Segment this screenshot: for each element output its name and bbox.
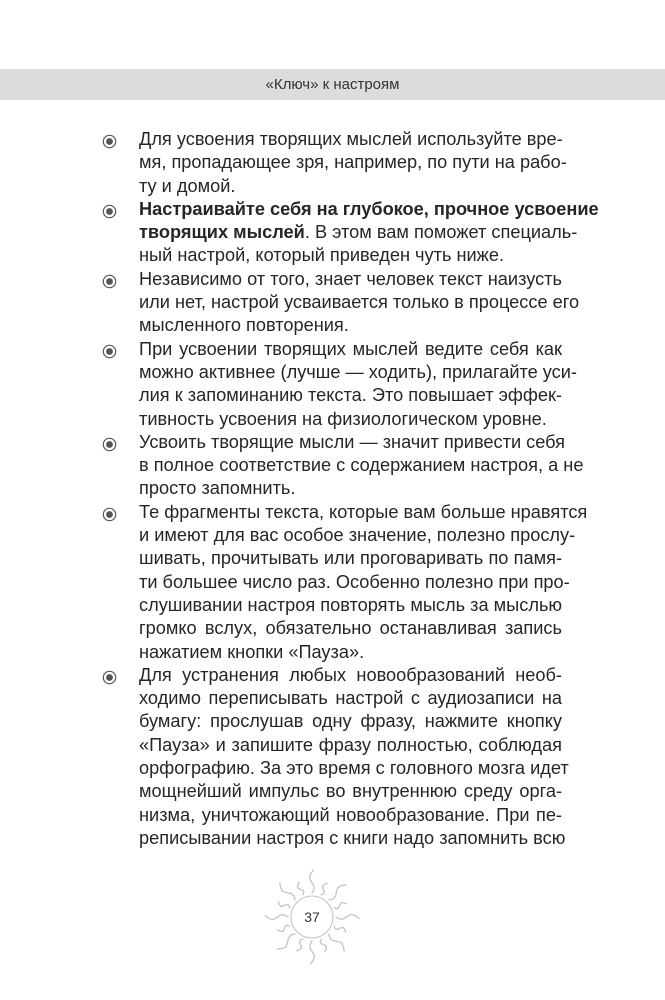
text-line: или нет, настрой усваивается только в процессе его [139, 292, 580, 313]
text-line: Для усвоения творящих мыслей используйте вре- [139, 129, 563, 149]
bullet-item [102, 128, 567, 198]
bullet-item [102, 501, 588, 664]
bullet-item [102, 664, 569, 850]
bold-phrase: творящих мыслей [139, 222, 305, 243]
text-line-bold: Настраивайте себя на глубокое, прочное усвоение [139, 198, 599, 219]
page-number: 37 [304, 909, 320, 925]
page-footer [262, 867, 362, 967]
text-line: можно активнее (лучше — ходить), прилагайте уси- [139, 361, 577, 382]
text-line: слушивании настроя повторять мысль за мыслью [139, 594, 563, 615]
bullet-item [102, 268, 580, 338]
bullet-item [102, 431, 584, 501]
text-line: При усвоении творящих мыслей ведите себя как [139, 338, 562, 359]
running-header-band [0, 69, 665, 100]
circle-bullet-icon [102, 507, 117, 522]
text-line: громко вслух, обязательно останавливая запись [139, 618, 562, 639]
circle-bullet-icon [102, 204, 117, 219]
text-line: мощнейший импульс во внутреннюю среду орга- [139, 781, 562, 802]
text-line: ту и домой. [139, 175, 236, 196]
text-line: и имеют для вас особое значение, полезно прослу- [139, 525, 576, 546]
circle-bullet-icon [102, 274, 117, 289]
bullet-item [102, 198, 599, 268]
text-line: Те фрагменты текста, которые вам больше нравятся [139, 501, 588, 522]
circle-bullet-icon [102, 670, 117, 685]
text-line: шивать, прочитывать или проговаривать по памя- [139, 548, 562, 569]
text-line: ный настрой, который приведен чуть ниже. [139, 245, 505, 266]
text-line: в полное соответствие с содержанием настроя, а не [139, 455, 584, 476]
text-line: бумагу: прослушав одну фразу, нажмите кнопку [139, 711, 562, 732]
text-line-mixed [139, 221, 578, 244]
text-line: просто запомнить. [139, 478, 296, 499]
text-line: лия к запоминанию текста. Это повышает эффек- [139, 385, 562, 406]
text-line: ходимо переписывать настрой с аудиозаписи на [139, 688, 562, 709]
text-line: нажатием кнопки «Пауза». [139, 641, 365, 662]
bullet-list [102, 128, 599, 850]
text-line: тивность усвоения на физиологическом уровне. [139, 408, 547, 429]
text-line: орфографию. За это время с головного мозга идет [139, 758, 569, 779]
text-line: Усвоить творящие мысли — значит привести себя [139, 431, 566, 452]
text-fragment: . В этом вам поможет специаль- [304, 222, 578, 243]
text-line: «Пауза» и запишите фразу полностью, соблюдая [139, 734, 562, 755]
running-header: «Ключ» к настроям [265, 76, 400, 93]
circle-bullet-icon [102, 134, 117, 149]
text-line: мысленного повторения. [139, 315, 349, 336]
text-line: мя, пропадающее зря, например, по пути на рабо- [139, 152, 567, 173]
circle-bullet-icon [102, 437, 117, 452]
bullet-item [102, 338, 577, 431]
circle-bullet-icon [102, 344, 117, 359]
text-line: реписывании настроя с книги надо запомнить всю [139, 827, 566, 848]
text-line: Для устранения любых новообразований необ- [139, 664, 562, 685]
text-line: ти большее число раз. Особенно полезно при про- [139, 571, 570, 592]
text-line: низма, уничтожающий новообразование. При пе- [139, 804, 562, 825]
text-line: Независимо от того, знает человек текст наизусть [139, 268, 562, 289]
